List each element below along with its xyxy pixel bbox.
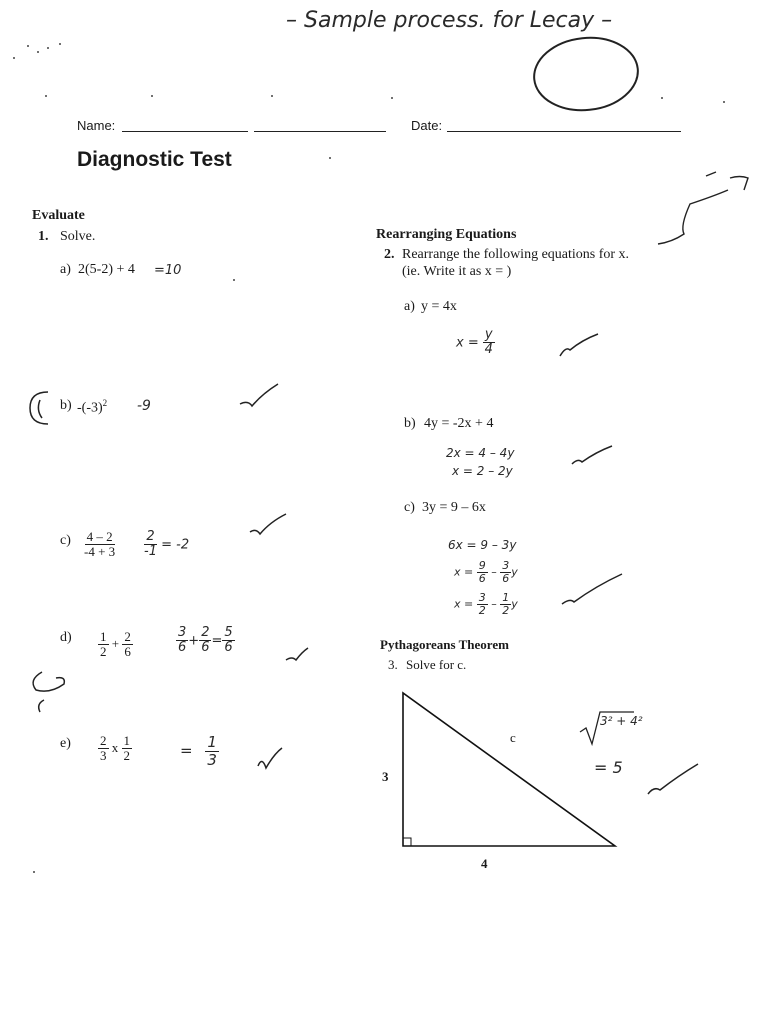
q1c-label: c) — [60, 533, 71, 548]
name-line-2 — [254, 131, 386, 132]
q1b-expression: $-(-3)^2$ — [77, 398, 108, 416]
q2c-work-line3: x = $\frac{3}{2}$ – $\frac{1}{2}$ y — [454, 591, 518, 618]
q2-text: Rearrange the following equations for x. — [402, 247, 630, 262]
pythag-heading: Pythagoreans Theorem — [380, 637, 509, 652]
date-label: Date: — [411, 118, 443, 133]
q2b-work-line2: x = 2 – 2y — [452, 464, 513, 478]
checkmark-2a — [560, 334, 598, 356]
q1d-expression: $\frac{1}{2}$ + $\frac{2}{6}$ — [100, 629, 131, 660]
checkmark-2b — [572, 446, 612, 464]
q2a-equation: y = 4x — [421, 299, 457, 314]
q1a-label: a) — [60, 262, 71, 277]
checkmark-1e — [258, 748, 282, 768]
q3-number: 3. — [388, 657, 398, 672]
triangle-label-3: 3 — [382, 769, 389, 784]
q1b-label: b) — [60, 398, 72, 413]
q1e-answer: = $\frac{1}{3}$ — [180, 733, 217, 769]
q1-text: Solve. — [60, 229, 96, 244]
q1c-fraction: $\frac{4 - 2}{-4 + 3}$ — [84, 529, 116, 560]
triangle-label-4: 4 — [481, 856, 488, 871]
right-triangle — [403, 693, 615, 846]
circled-mark-1b — [30, 392, 48, 424]
q1c-work: $\frac{2}{-1}$ = -2 — [144, 529, 190, 560]
margin-squiggle — [658, 172, 748, 244]
evaluate-heading: Evaluate — [32, 208, 85, 223]
checkmark-2c — [562, 574, 622, 604]
q1d-label: d) — [60, 630, 72, 645]
q3-work-result: = 5 — [594, 758, 623, 777]
q2b-equation: 4y = -2x + 4 — [424, 416, 494, 431]
q2a-work: x = $\frac{y}{4}$ — [456, 327, 493, 358]
name-label: Name: — [77, 118, 116, 133]
q1-number: 1. — [38, 229, 49, 244]
checkmark-1d — [286, 648, 308, 660]
triangle-label-c: c — [510, 730, 516, 745]
q2-number: 2. — [384, 247, 395, 262]
q1e-label: e) — [60, 736, 71, 751]
q2c-work-line1: 6x = 9 – 3y — [448, 538, 517, 552]
q2b-label: b) — [404, 416, 416, 431]
q1d-work: $\frac{3}{6}$ + $\frac{2}{6}$ = $\frac{5}{6}$ — [178, 625, 233, 656]
q2a-label: a) — [404, 299, 415, 314]
q1a-expression: 2(5-2) + 4 — [78, 262, 135, 277]
q2-hint: (ie. Write it as x = ) — [402, 264, 512, 279]
right-angle-marker — [403, 838, 411, 846]
handwritten-note: – Sample process. for Lecay – — [286, 8, 613, 33]
q3-work-radicand: 3² + 4² — [600, 714, 643, 728]
date-line — [447, 131, 681, 132]
q2c-equation: 3y = 9 – 6x — [422, 500, 486, 515]
q2c-label: c) — [404, 500, 415, 515]
q3-text: Solve for c. — [406, 657, 467, 672]
circled-mark-1d — [33, 672, 64, 712]
checkmark-1b — [240, 384, 278, 406]
q1e-expression: $\frac{2}{3}$ x $\frac{1}{2}$ — [100, 733, 130, 764]
page-title: Diagnostic Test — [77, 148, 232, 171]
checkmark-1c — [250, 514, 286, 534]
rearrange-heading: Rearranging Equations — [376, 227, 517, 242]
q2b-work-line1: 2x = 4 – 4y — [446, 446, 515, 460]
checkmark-3 — [648, 764, 698, 794]
q1b-answer: -9 — [137, 398, 151, 414]
name-line-1 — [122, 131, 248, 132]
q2c-work-line2: x = $\frac{9}{6}$ – $\frac{3}{6}$ y — [454, 559, 518, 586]
q1a-answer: =10 — [154, 263, 182, 278]
scribble-circle — [531, 33, 642, 115]
